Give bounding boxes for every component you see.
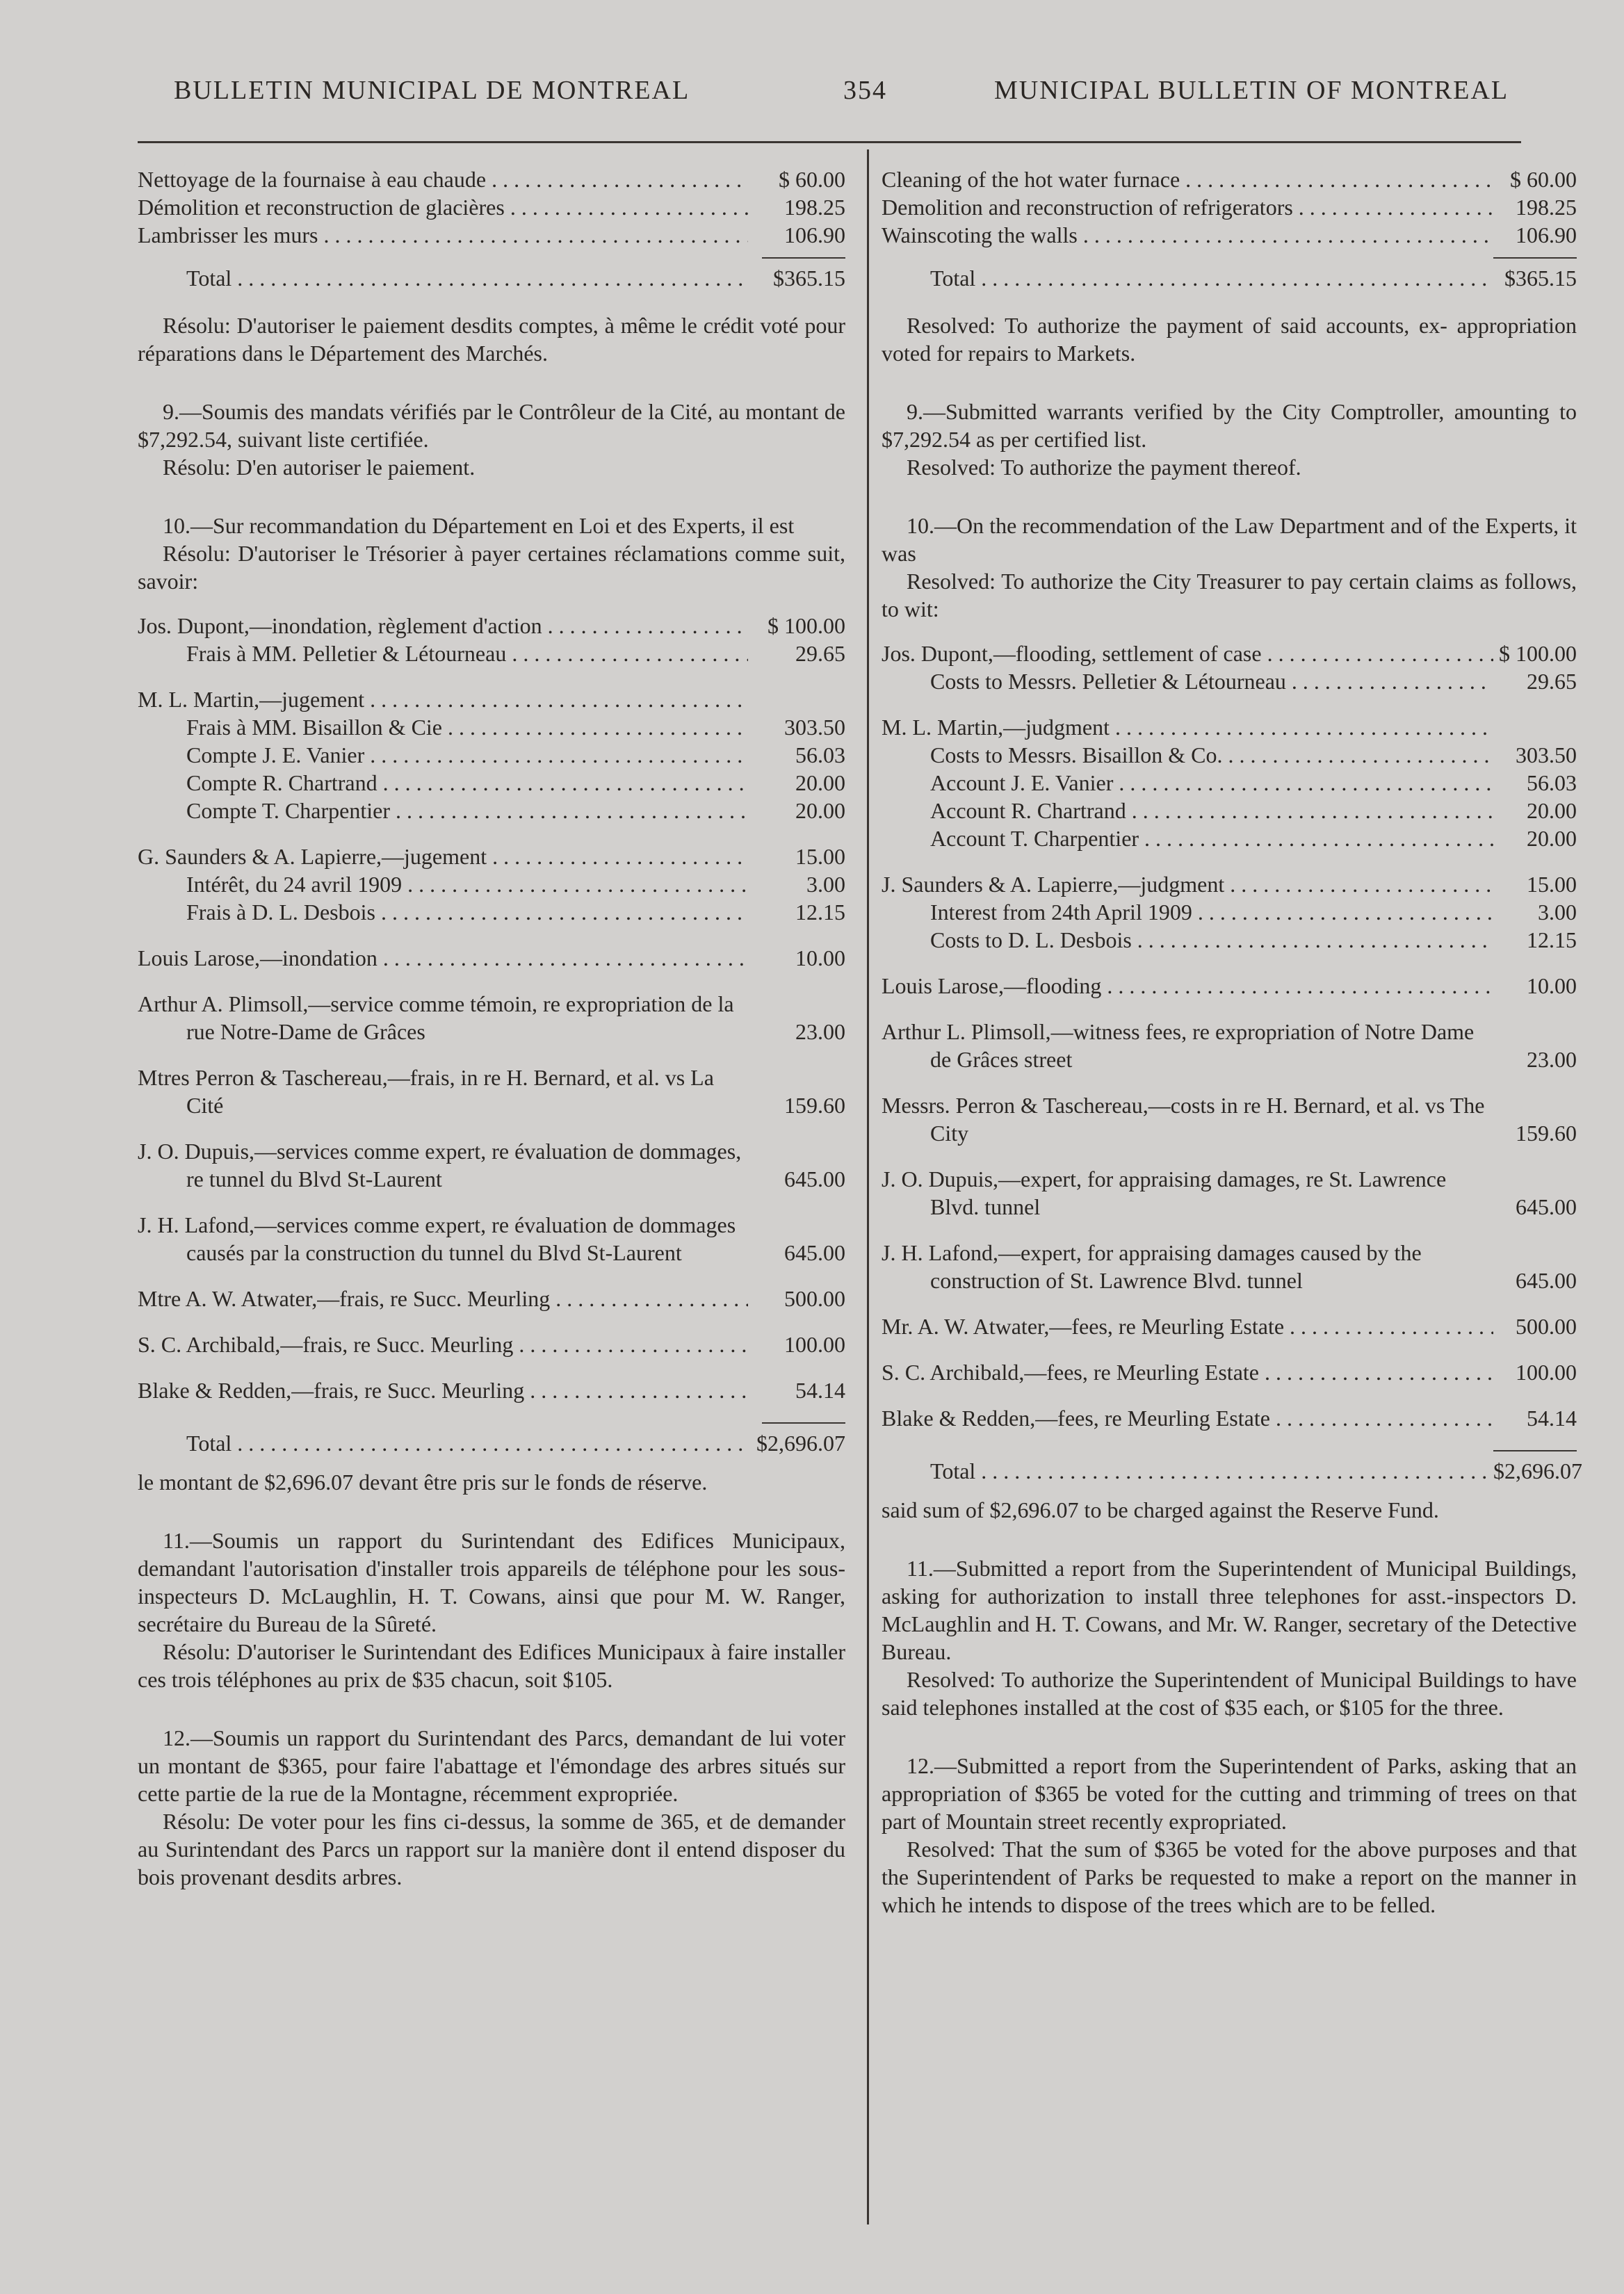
ledger-amount: 500.00 xyxy=(784,1286,845,1311)
ledger-amount: 303.50 xyxy=(1516,742,1577,767)
ledger-amount: 15.00 xyxy=(795,844,845,869)
ledger-label: G. Saunders & A. Lapierre,—jugement . . . xyxy=(138,843,748,870)
ledger-amount: 23.00 xyxy=(795,1019,845,1044)
ledger-label: Account T. Charpentier . . . xyxy=(882,824,1493,852)
resolution-8: Résolu: D'autoriser le paiement desdits comptes, à même le crédit voté pour réparations dans le Département des Marchés. xyxy=(138,313,845,366)
claim-group xyxy=(138,1331,845,1358)
english-column xyxy=(882,165,1582,1949)
ledger-row xyxy=(138,769,845,797)
ledger-label: S. C. Archibald,—fees, re Meurling Estate . . . xyxy=(882,1358,1493,1386)
ledger-row xyxy=(882,1312,1577,1340)
ledger-label: J. Saunders & A. Lapierre,—judgment . . . xyxy=(882,870,1493,898)
ledger-row xyxy=(138,1211,845,1267)
ledger-row xyxy=(138,1137,845,1193)
ledger-row xyxy=(882,640,1577,667)
french-column xyxy=(138,165,845,1921)
ledger-row xyxy=(882,713,1577,741)
header-title-french: BULLETIN MUNICIPAL DE MONTREAL xyxy=(174,76,690,105)
ledger-label: Blake & Redden,—frais, re Succ. Meurling . . . xyxy=(138,1376,748,1404)
ledger-row xyxy=(138,193,845,221)
item-12-text: 12.—Soumis un rapport du Surintendant des Parcs, demandant de lui voter un montant de $365, pour faire l'abattage et l'émondage des arbres situés sur cette partie de la rue de la Montagne, récemment expropriée. xyxy=(138,1725,845,1806)
ledger-amount: 100.00 xyxy=(784,1332,845,1357)
ledger-row xyxy=(882,797,1577,824)
ledger-row xyxy=(882,1018,1577,1073)
item-11-text: 11.—Submitted a report from the Superintendent of Municipal Buildings, asking for authorization to install three telephones for asst.-inspectors D. McLaughlin and H. T. Cowans, and Mr. W. Ranger, secretary of the Detective Bureau. xyxy=(882,1556,1577,1664)
header-title-english: MUNICIPAL BULLETIN OF MONTREAL xyxy=(994,76,1509,105)
ledger-row xyxy=(882,193,1577,221)
ledger-row xyxy=(882,221,1577,249)
ledger-label: Jos. Dupont,—flooding, settlement of case . . . xyxy=(882,640,1493,667)
claim-group xyxy=(138,1211,845,1267)
ledger-row xyxy=(882,1404,1577,1432)
ledger-row xyxy=(882,898,1577,926)
ledger-row xyxy=(882,1239,1577,1294)
total-rule xyxy=(762,257,845,259)
ledger-label: J. O. Dupuis,—expert, for appraising damages, re St. Lawrence Blvd. tunnel xyxy=(882,1166,1447,1219)
ledger-amount: 100.00 xyxy=(1516,1360,1577,1385)
ledger-row xyxy=(882,264,1577,292)
ledger-amount: 645.00 xyxy=(1516,1268,1577,1293)
ledger-amount: 20.00 xyxy=(1527,798,1577,823)
ledger-amount: $2,696.07 xyxy=(756,1431,845,1456)
ledger-label: Costs to D. L. Desbois . . . xyxy=(882,926,1493,954)
ledger-amount: 29.65 xyxy=(1527,669,1577,694)
claim-group xyxy=(882,1091,1577,1147)
resolution-11: Resolved: To authorize the Superintendent of Municipal Buildings to have said telephones installed at the cost of $35 each, or $105 for the three. xyxy=(882,1667,1577,1720)
item-10 xyxy=(882,512,1582,1524)
ledger-amount: 56.03 xyxy=(1527,770,1577,795)
item-9-text: 9.—Soumis des mandats vérifiés par le Contrôleur de la Cité, au montant de $7,292.54, suivant liste certifiée. xyxy=(138,399,845,452)
ledger-label: Account R. Chartrand . . . xyxy=(882,797,1493,824)
ledger-row xyxy=(138,713,845,741)
ledger-label: S. C. Archibald,—frais, re Succ. Meurling . . . xyxy=(138,1331,748,1358)
claim-group xyxy=(882,1404,1577,1432)
claim-group xyxy=(138,990,845,1046)
ledger-amount: $ 100.00 xyxy=(1499,641,1577,666)
ledger-amount: 29.65 xyxy=(795,641,845,666)
ledger-row xyxy=(882,824,1577,852)
ledger-label: Nettoyage de la fournaise à eau chaude . . . xyxy=(138,165,748,193)
ledger-row xyxy=(882,1165,1577,1221)
resolution-9: Résolu: D'en autoriser le paiement. xyxy=(163,455,476,480)
item-10 xyxy=(138,512,845,1496)
claim-group xyxy=(882,1018,1577,1073)
ledger-label: Costs to Messrs. Bisaillon & Co. . . . xyxy=(882,741,1493,769)
ledger-amount: 56.03 xyxy=(795,742,845,767)
item-9 xyxy=(138,398,845,481)
ledger-amount: 20.00 xyxy=(1527,826,1577,851)
claim-group xyxy=(882,640,1577,695)
ledger-label: Intérêt, du 24 avril 1909 . . . xyxy=(138,870,748,898)
ledger-amount: $ 60.00 xyxy=(779,167,845,192)
ledger-amount: 15.00 xyxy=(1527,872,1577,897)
ledger-row xyxy=(138,1064,845,1119)
item-12 xyxy=(138,1724,845,1891)
total-rule xyxy=(1493,257,1577,259)
item-10-text: 10.—Sur recommandation du Département en Loi et des Experts, il est xyxy=(163,513,795,538)
resolution-9: Resolved: To authorize the payment thereof. xyxy=(907,455,1301,480)
ledger-label: Interest from 24th April 1909 . . . xyxy=(882,898,1493,926)
ledger-label: Cleaning of the hot water furnace . . . xyxy=(882,165,1493,193)
ledger-label: J. O. Dupuis,—services comme expert, re évaluation de dommages, re tunnel du Blvd St-Laurent xyxy=(138,1139,742,1191)
item-11-text: 11.—Soumis un rapport du Surintendant des Edifices Municipaux, demandant l'autorisation d'installer trois appareils de téléphone pour les sous-inspecteurs D. McLaughlin, H. T. Cowans, ainsi que pour M. W. Ranger, secrétaire du Bureau de la Sûreté. xyxy=(138,1528,845,1636)
claim-group xyxy=(882,1358,1577,1386)
ledger-label: Total . . . xyxy=(882,264,1493,292)
ledger-amount: 10.00 xyxy=(795,945,845,970)
ledger-amount: 3.00 xyxy=(806,872,845,897)
ledger-label: Frais à MM. Bisaillon & Cie . . . xyxy=(138,713,748,741)
repairs-accounts xyxy=(882,165,1577,367)
reserve-note: said sum of $2,696.07 to be charged against the Reserve Fund. xyxy=(882,1497,1439,1522)
item-11 xyxy=(882,1554,1577,1721)
claim-group xyxy=(138,685,845,824)
ledger-row xyxy=(138,640,845,667)
ledger-label: M. L. Martin,—jugement . . . xyxy=(138,685,748,713)
ledger-row xyxy=(138,898,845,926)
item-9 xyxy=(882,398,1577,481)
ledger-row xyxy=(138,1331,845,1358)
ledger-amount: 645.00 xyxy=(784,1240,845,1265)
ledger-label: Messrs. Perron & Taschereau,—costs in re H. Bernard, et al. vs The City xyxy=(882,1093,1485,1146)
claim-group xyxy=(138,843,845,926)
ledger-label: Costs to Messrs. Pelletier & Létourneau . . . xyxy=(882,667,1493,695)
ledger-row xyxy=(138,1285,845,1312)
column-divider xyxy=(867,149,869,2224)
ledger-label: Louis Larose,—inondation . . . xyxy=(138,944,748,972)
ledger-row xyxy=(138,1429,845,1457)
item-11 xyxy=(138,1527,845,1693)
ledger-row xyxy=(138,870,845,898)
ledger-row xyxy=(882,926,1577,954)
ledger-amount: 23.00 xyxy=(1527,1047,1577,1072)
claim-group xyxy=(882,713,1577,852)
ledger-row xyxy=(138,165,845,193)
ledger-row xyxy=(882,165,1577,193)
resolution-10: Résolu: D'autoriser le Trésorier à payer certaines réclamations comme suit, savoir: xyxy=(138,541,845,594)
ledger-amount: 198.25 xyxy=(1516,195,1577,220)
ledger-amount: 12.15 xyxy=(795,900,845,925)
ledger-label: Compte T. Charpentier . . . xyxy=(138,797,748,824)
ledger-row xyxy=(882,1358,1577,1386)
claim-group xyxy=(138,1285,845,1312)
ledger-amount: 645.00 xyxy=(784,1166,845,1191)
ledger-row xyxy=(138,843,845,870)
item-10-text: 10.—On the recommendation of the Law Department and of the Experts, it was xyxy=(882,513,1577,566)
ledger-amount: 20.00 xyxy=(795,770,845,795)
ledger-amount: 159.60 xyxy=(1516,1121,1577,1146)
ledger-label: Lambrisser les murs . . . xyxy=(138,221,748,249)
ledger-label: Arthur A. Plimsoll,—service comme témoin, re expropriation de la rue Notre-Dame de Grâces xyxy=(138,991,734,1044)
ledger-label: Account J. E. Vanier . . . xyxy=(882,769,1493,797)
ledger-row xyxy=(138,221,845,249)
ledger-row xyxy=(882,1457,1582,1485)
ledger-amount: 106.90 xyxy=(1516,222,1577,247)
ledger-row xyxy=(882,667,1577,695)
ledger-row xyxy=(138,685,845,713)
ledger-label: Total . . . xyxy=(882,1457,1493,1485)
ledger-row xyxy=(138,612,845,640)
ledger-amount: $365.15 xyxy=(1504,266,1577,291)
ledger-label: Frais à MM. Pelletier & Létourneau . . . xyxy=(138,640,748,667)
ledger-label: M. L. Martin,—judgment . . . xyxy=(882,713,1493,741)
ledger-amount: $2,696.07 xyxy=(1493,1458,1582,1483)
total-rule xyxy=(762,1422,845,1424)
resolution-11: Résolu: D'autoriser le Surintendant des Edifices Municipaux à faire installer ces trois téléphones au prix de $35 chacun, soit $105. xyxy=(138,1639,845,1692)
ledger-row xyxy=(138,1376,845,1404)
ledger-amount: 159.60 xyxy=(784,1093,845,1118)
item-9-text: 9.—Submitted warrants verified by the City Comptroller, amounting to $7,292.54 as per certified list. xyxy=(882,399,1577,452)
ledger-amount: 645.00 xyxy=(1516,1194,1577,1219)
ledger-amount: 303.50 xyxy=(784,715,845,740)
ledger-amount: $365.15 xyxy=(773,266,845,291)
claim-group xyxy=(882,870,1577,954)
claim-group xyxy=(138,1064,845,1119)
ledger-amount: 54.14 xyxy=(795,1378,845,1403)
ledger-label: Total . . . xyxy=(138,264,748,292)
page-header xyxy=(0,75,1624,117)
claim-group xyxy=(138,1376,845,1404)
ledger-amount: 3.00 xyxy=(1538,900,1577,925)
claim-group xyxy=(882,1239,1577,1294)
claim-group xyxy=(138,612,845,667)
ledger-label: Demolition and reconstruction of refrigerators . . . xyxy=(882,193,1493,221)
ledger-label: Frais à D. L. Desbois . . . xyxy=(138,898,748,926)
resolution-8: Resolved: To authorize the payment of said accounts, ex- appropriation voted for repairs to Markets. xyxy=(882,313,1577,366)
ledger-row xyxy=(138,944,845,972)
reserve-note: le montant de $2,696.07 devant être pris sur le fonds de réserve. xyxy=(138,1470,708,1495)
ledger-label: Démolition et reconstruction de glacières . . . xyxy=(138,193,748,221)
claim-group xyxy=(882,1312,1577,1340)
ledger-amount: 12.15 xyxy=(1527,927,1577,952)
ledger-row xyxy=(138,741,845,769)
ledger-label: Mr. A. W. Atwater,—fees, re Meurling Estate . . . xyxy=(882,1312,1493,1340)
ledger-amount: 20.00 xyxy=(795,798,845,823)
item-12-text: 12.—Submitted a report from the Superintendent of Parks, asking that an appropriation of $365 be voted for the cutting and trimming of trees on that part of Mountain street recently expropriated. xyxy=(882,1753,1577,1834)
ledger-row xyxy=(882,1091,1577,1147)
ledger-amount: 54.14 xyxy=(1527,1406,1577,1431)
ledger-label: Mtre A. W. Atwater,—frais, re Succ. Meurling . . . xyxy=(138,1285,748,1312)
page-number: 354 xyxy=(843,76,887,105)
ledger-label: Jos. Dupont,—inondation, règlement d'action . . . xyxy=(138,612,748,640)
ledger-row xyxy=(138,990,845,1046)
ledger-label: Louis Larose,—flooding . . . xyxy=(882,972,1493,1000)
ledger-row xyxy=(882,870,1577,898)
ledger-label: Wainscoting the walls . . . xyxy=(882,221,1493,249)
ledger-label: Total . . . xyxy=(138,1429,748,1457)
resolution-12: Resolved: That the sum of $365 be voted for the above purposes and that the Superintendent of Parks be requested to make a report on the manner in which he intends to dispose of the trees which are to be felled. xyxy=(882,1837,1577,1917)
ledger-label: J. H. Lafond,—expert, for appraising damages caused by the construction of St. Lawrence Blvd. tunnel xyxy=(882,1240,1422,1293)
ledger-label: Compte R. Chartrand . . . xyxy=(138,769,748,797)
ledger-label: Blake & Redden,—fees, re Meurling Estate . . . xyxy=(882,1404,1493,1432)
ledger-label: Compte J. E. Vanier . . . xyxy=(138,741,748,769)
ledger-amount: 10.00 xyxy=(1527,973,1577,998)
claim-group xyxy=(138,944,845,972)
claim-group xyxy=(138,1137,845,1193)
ledger-label: J. H. Lafond,—services comme expert, re évaluation de dommages causés par la construction du tunnel du Blvd St-Laurent xyxy=(138,1212,736,1265)
ledger-amount: 500.00 xyxy=(1516,1314,1577,1339)
ledger-amount: $ 100.00 xyxy=(768,613,845,638)
repairs-accounts xyxy=(138,165,845,367)
ledger-row xyxy=(138,797,845,824)
ledger-label: Mtres Perron & Taschereau,—frais, in re H. Bernard, et al. vs La Cité xyxy=(138,1065,714,1118)
ledger-row xyxy=(882,741,1577,769)
ledger-row xyxy=(138,264,845,292)
header-rule xyxy=(138,141,1521,143)
total-rule xyxy=(1493,1450,1577,1451)
ledger-amount: 106.90 xyxy=(784,222,845,247)
ledger-label: Arthur L. Plimsoll,—witness fees, re expropriation of Notre Dame de Grâces street xyxy=(882,1019,1475,1072)
ledger-amount: $ 60.00 xyxy=(1510,167,1577,192)
ledger-row xyxy=(882,769,1577,797)
ledger-row xyxy=(882,972,1577,1000)
resolution-10: Resolved: To authorize the City Treasurer to pay certain claims as follows, to wit: xyxy=(882,569,1577,621)
claim-group xyxy=(882,1165,1577,1221)
ledger-amount: 198.25 xyxy=(784,195,845,220)
item-12 xyxy=(882,1752,1577,1919)
resolution-12: Résolu: De voter pour les fins ci-dessus, la somme de 365, et de demander au Surintendant des Parcs un rapport sur la manière dont il entend disposer du bois provenant desdits arbres. xyxy=(138,1809,845,1889)
claim-group xyxy=(882,972,1577,1000)
